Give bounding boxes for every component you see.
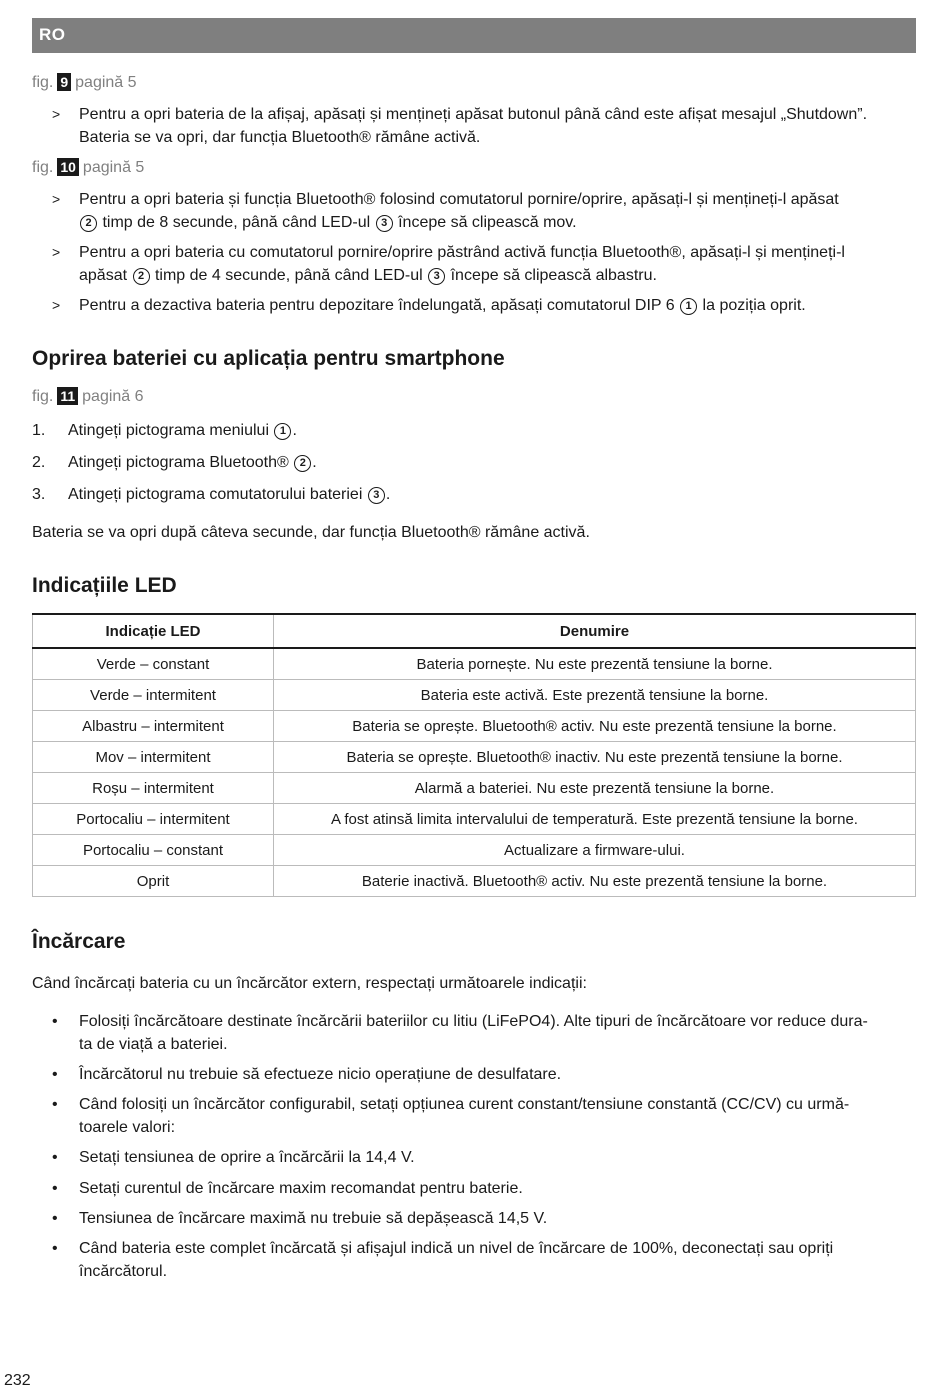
language-header-bar [32,18,916,53]
figure-reference-10 [32,158,144,177]
led-indications-table [32,613,916,897]
fig-prefix: fig. [32,74,54,91]
instruction-text: Pentru a opri bateria de la afișaj, apăsați și mențineți apăsat butonul până când este afișat mesajul „Shutdown”. [79,106,868,123]
arrow-bullet-icon: > [52,297,61,313]
step-number: 1. [32,422,46,439]
callout-number-icon: 3 [376,215,393,232]
step-item [32,451,317,474]
callout-number-icon: 3 [428,268,445,285]
list-item [52,1010,914,1056]
step-end: . [385,486,391,503]
table-cell: Verde – intermitent [33,680,274,711]
callout-number-icon: 2 [133,268,150,285]
bullet-text: Folosiți încărcătoare destinate încărcării bateriilor cu litiu (LiFePO4). Alte tipuri de încărcătoare vor reduce dura- [79,1013,868,1030]
bullet-text: Când folosiți un încărcător configurabil, setați opțiunea curent constant/tensiune constantă (CC/CV) cu urmă- [79,1096,850,1113]
table-cell: A fost atinsă limita intervalului de temperatură. Este prezentă tensiune la borne. [274,804,916,835]
step-number: 2. [32,454,46,471]
bullet-text: Setați curentul de încărcare maxim recomandat pentru baterie. [79,1180,523,1197]
step-item [32,419,297,442]
callout-number-icon: 3 [368,487,385,504]
step-number: 3. [32,486,46,503]
bullet-text: Încărcătorul nu trebuie să efectueze nicio operațiune de desulfatare. [79,1066,562,1083]
table-row [33,742,916,773]
app-note: Bateria se va opri după câteva secunde, dar funcția Bluetooth® rămâne activă. [32,524,590,541]
instruction-item [52,188,914,234]
fig-page: pagină 5 [75,74,137,91]
arrow-bullet-icon: > [52,244,61,260]
instruction-text: începe să clipească mov. [398,214,577,231]
list-item [52,1146,914,1169]
table-cell: Bateria pornește. Nu este prezentă tensiune la borne. [274,648,916,680]
callout-number-icon: 1 [680,298,697,315]
table-cell: Portocaliu – intermitent [33,804,274,835]
section-title-app: Oprirea bateriei cu aplicația pentru smartphone [32,347,505,370]
instruction-text: Pentru a opri bateria cu comutatorul pornire/oprire păstrând activă funcția Bluetooth®, apăsați-l și mențineți-l [79,244,845,261]
charging-intro: Când încărcați bateria cu un încărcător extern, respectați următoarele indicații: [32,975,587,992]
fig-prefix: fig. [32,159,54,176]
callout-number-icon: 2 [80,215,97,232]
table-cell: Portocaliu – constant [33,835,274,866]
table-row [33,711,916,742]
bullet-text: Când bateria este complet încărcată și afișajul indică un nivel de încărcare de 100%, deconectați sau opriți [79,1240,834,1257]
list-item [52,1093,914,1139]
table-cell: Oprit [33,866,274,897]
callout-number-icon: 2 [294,455,311,472]
instruction-text: timp de 4 secunde, până când LED-ul [154,267,423,284]
fig-number: 9 [57,73,71,91]
step-end: . [312,454,317,471]
table-cell: Verde – constant [33,648,274,680]
bullet-text: Setați tensiunea de oprire a încărcării la 14,4 V. [79,1149,415,1166]
list-item [52,1237,914,1283]
column-header: Indicație LED [33,614,274,648]
table-row [33,680,916,711]
table-row [33,804,916,835]
table-row [33,866,916,897]
step-text: Atingeți pictograma meniului [68,422,269,439]
instruction-text: apăsat [79,267,128,284]
instruction-text: Pentru a dezactiva bateria pentru depozitare îndelungată, apăsați comutatorul DIP 6 [79,297,675,314]
fig-page: pagină 5 [82,159,145,176]
table-row [33,773,916,804]
step-end: . [292,422,297,439]
fig-prefix: fig. [32,388,54,405]
table-cell: Roșu – intermitent [33,773,274,804]
table-cell: Bateria se oprește. Bluetooth® inactiv. Nu este prezentă tensiune la borne. [274,742,916,773]
step-item [32,483,390,506]
section-title-charging: Încărcare [32,930,126,953]
table-cell: Alarmă a bateriei. Nu este prezentă tensiune la borne. [274,773,916,804]
figure-reference-11 [32,387,144,406]
column-header: Denumire [274,614,916,648]
bullet-dot-icon: • [52,1096,58,1113]
instruction-text: începe să clipească albastru. [450,267,657,284]
section-title-led: Indicațiile LED [32,574,177,597]
table-header-row [33,614,916,648]
fig-page: pagină 6 [82,388,144,405]
bullet-dot-icon: • [52,1240,58,1257]
bullet-dot-icon: • [52,1013,58,1030]
figure-reference-9 [32,73,137,92]
table-cell: Bateria se oprește. Bluetooth® activ. Nu este prezentă tensiune la borne. [274,711,916,742]
table-cell: Bateria este activă. Este prezentă tensiune la borne. [274,680,916,711]
table-cell: Actualizare a firmware-ului. [274,835,916,866]
bullet-text: toarele valori: [79,1119,176,1136]
bullet-dot-icon: • [52,1149,58,1166]
table-cell: Mov – intermitent [33,742,274,773]
bullet-text: Tensiunea de încărcare maximă nu trebuie să depășească 14,5 V. [79,1210,548,1227]
page-number: 232 [4,1372,31,1389]
table-cell: Albastru – intermitent [33,711,274,742]
arrow-bullet-icon: > [52,191,61,207]
list-item [52,1177,914,1200]
bullet-dot-icon: • [52,1180,58,1197]
instruction-item [52,241,914,287]
language-code: RO [39,25,66,44]
table-cell: Baterie inactivă. Bluetooth® activ. Nu este prezentă tensiune la borne. [274,866,916,897]
arrow-bullet-icon: > [52,106,61,122]
bullet-text: încărcătorul. [79,1263,168,1280]
list-item [52,1063,914,1086]
instruction-text: Bateria se va opri, dar funcția Bluetooth® rămâne activă. [79,129,481,146]
callout-number-icon: 1 [274,423,291,440]
instruction-item [52,294,914,317]
bullet-text: ta de viață a bateriei. [79,1036,228,1053]
table-row [33,648,916,680]
instruction-text: Pentru a opri bateria și funcția Bluetooth® folosind comutatorul pornire/oprire, apăsați-l și mențineți-l apăsat [79,191,839,208]
table-row [33,835,916,866]
fig-number: 10 [57,158,79,176]
bullet-dot-icon: • [52,1066,58,1083]
step-text: Atingeți pictograma Bluetooth® [68,454,289,471]
bullet-dot-icon: • [52,1210,58,1227]
instruction-text: timp de 8 secunde, până când LED-ul [102,214,371,231]
list-item [52,1207,914,1230]
step-text: Atingeți pictograma comutatorului bateriei [68,486,363,503]
fig-number: 11 [57,387,78,405]
instruction-item [52,103,914,149]
instruction-text: la poziția oprit. [702,297,806,314]
